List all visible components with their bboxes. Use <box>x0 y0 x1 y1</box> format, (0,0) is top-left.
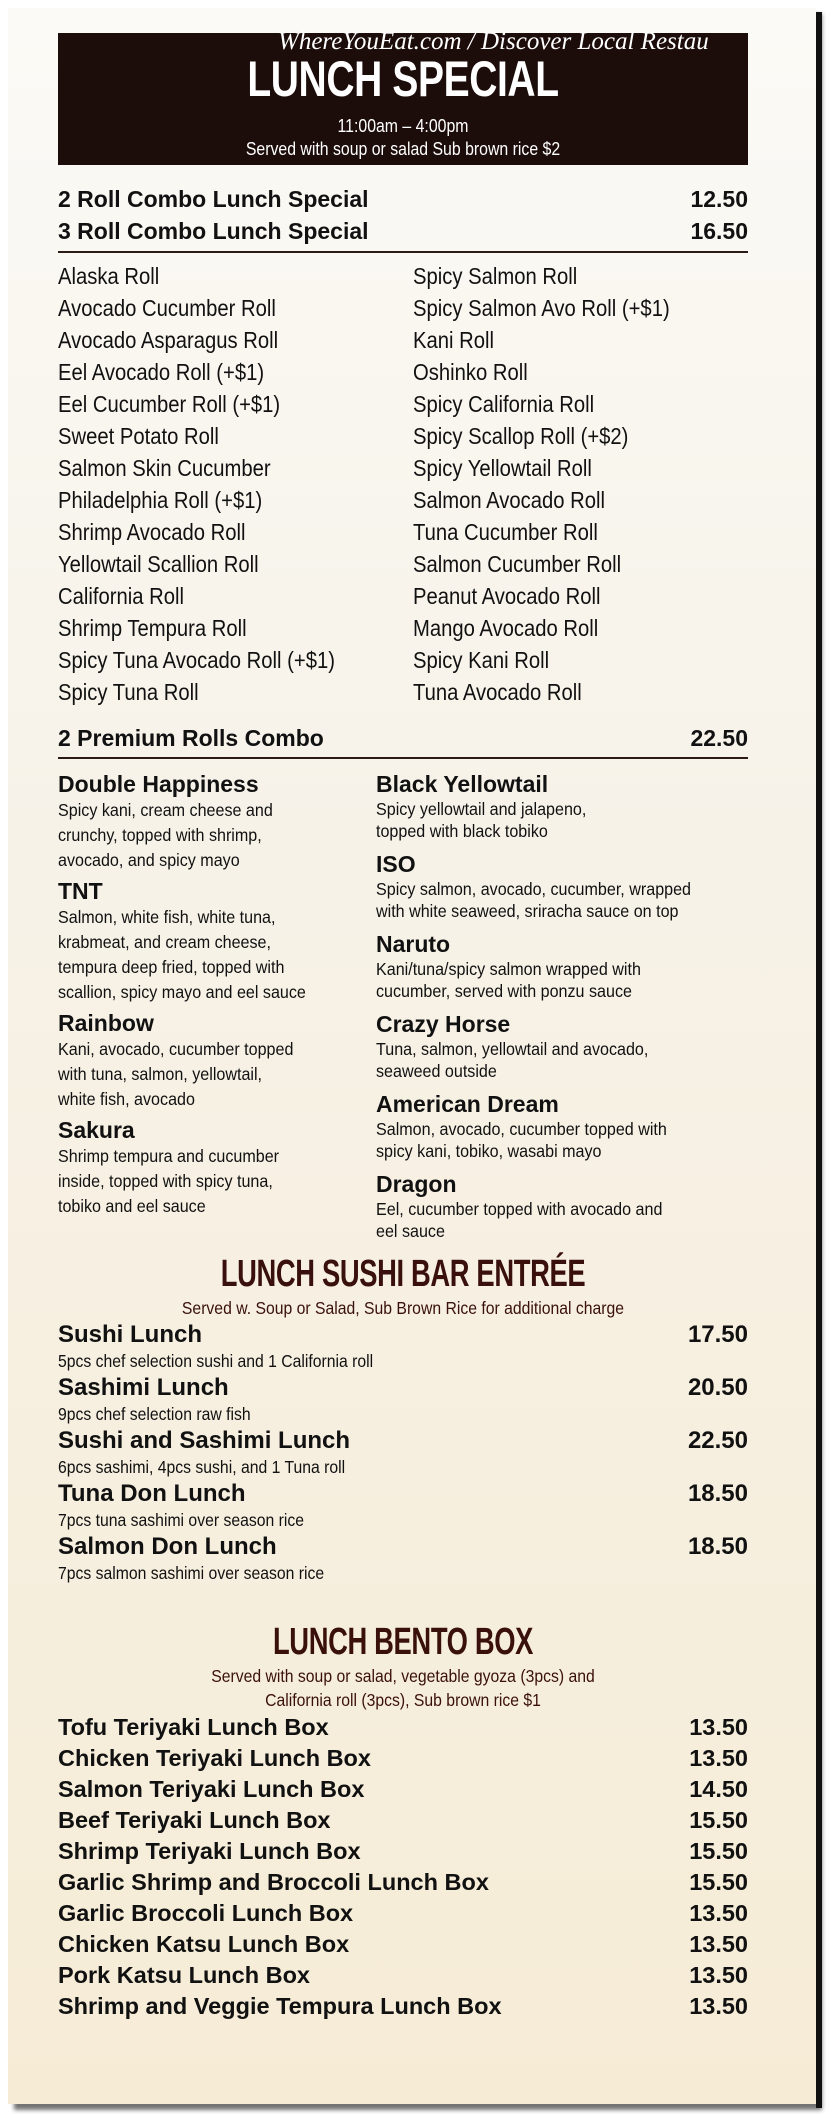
premium-roll-desc: Spicy salmon, avocado, cucumber, wrapped <box>376 879 692 899</box>
bento-section <box>58 1620 748 2022</box>
premium-roll-name: Sakura <box>58 1117 135 1143</box>
item-price: 13.50 <box>689 1900 748 1926</box>
item-price: 14.50 <box>689 1776 748 1802</box>
sushi-item <box>58 1532 748 1585</box>
sushi-bar-section <box>58 1252 748 1585</box>
premium-roll <box>376 930 748 1002</box>
roll-item: Spicy Tuna Roll <box>58 679 199 705</box>
bento-list <box>58 1712 748 2022</box>
premium-roll-list <box>58 770 748 1250</box>
premium-roll-desc: avocado, and spicy mayo <box>58 850 240 870</box>
bento-item <box>58 1836 748 1867</box>
sushi-item <box>58 1426 748 1479</box>
roll-item: Avocado Asparagus Roll <box>58 327 279 353</box>
premium-roll-desc: cucumber, served with ponzu sauce <box>376 981 632 1001</box>
bento-item <box>58 1712 748 1743</box>
combo-name: 3 Roll Combo Lunch Special <box>58 218 369 244</box>
banner-hours: 11:00am – 4:00pm <box>337 116 469 136</box>
item-name: Sushi Lunch <box>58 1321 202 1348</box>
sushi-item <box>58 1373 748 1426</box>
item-price: 22.50 <box>687 1427 748 1454</box>
item-name: Pork Katsu Lunch Box <box>58 1962 311 1988</box>
premium-roll <box>376 850 748 922</box>
item-name: Beef Teriyaki Lunch Box <box>58 1807 331 1833</box>
section-subtitle: Served w. Soup or Salad, Sub Brown Rice for additional charge <box>181 1298 625 1318</box>
item-name: Chicken Teriyaki Lunch Box <box>58 1745 371 1771</box>
premium-roll-desc: seaweed outside <box>376 1061 497 1081</box>
bento-item <box>58 1805 748 1836</box>
premium-combo-name: 2 Premium Rolls Combo <box>58 725 324 751</box>
premium-combo-header <box>58 722 748 759</box>
premium-roll <box>376 1170 748 1242</box>
item-price: 15.50 <box>689 1807 748 1833</box>
roll-item: Spicy Yellowtail Roll <box>413 455 592 481</box>
premium-roll-desc: tempura deep fried, topped with <box>58 957 285 977</box>
sushi-item <box>58 1479 748 1532</box>
item-name: Tofu Teriyaki Lunch Box <box>58 1714 329 1740</box>
item-price: 13.50 <box>689 1745 748 1771</box>
premium-roll-name: American Dream <box>376 1091 559 1117</box>
item-desc: 9pcs chef selection raw fish <box>58 1404 251 1424</box>
premium-combo-row <box>58 722 748 754</box>
item-price: 13.50 <box>689 1714 748 1740</box>
premium-roll-desc: crunchy, topped with shrimp, <box>58 825 262 845</box>
roll-item: Spicy Kani Roll <box>413 647 550 673</box>
item-desc: 5pcs chef selection sushi and 1 California roll <box>58 1351 374 1371</box>
premium-roll-desc: white fish, avocado <box>58 1089 195 1109</box>
premium-roll-desc: with tuna, salmon, yellowtail, <box>58 1064 263 1084</box>
section-title: LUNCH BENTO BOX <box>272 1621 534 1663</box>
roll-item: Spicy Scallop Roll (+$2) <box>413 423 629 449</box>
item-name: Shrimp Teriyaki Lunch Box <box>58 1838 361 1864</box>
roll-item: Oshinko Roll <box>413 359 528 385</box>
bento-item <box>58 1960 748 1991</box>
roll-item: California Roll <box>58 583 184 609</box>
bento-item <box>58 1898 748 1929</box>
item-price: 13.50 <box>689 1962 748 1988</box>
premium-roll <box>58 877 376 1005</box>
premium-roll-desc: spicy kani, tobiko, wasabi mayo <box>376 1141 602 1161</box>
section-subtitle: Served with soup or salad, vegetable gyoza (3pcs) and <box>211 1666 595 1686</box>
roll-item: Yellowtail Scallion Roll <box>58 551 259 577</box>
premium-roll <box>376 770 748 842</box>
section-subtitle: California roll (3pcs), Sub brown rice $1 <box>265 1690 541 1710</box>
roll-item: Tuna Cucumber Roll <box>413 519 598 545</box>
roll-item: Shrimp Avocado Roll <box>58 519 246 545</box>
roll-list <box>58 260 748 708</box>
section-title: LUNCH SUSHI BAR ENTRÉE <box>220 1253 586 1295</box>
item-price: 15.50 <box>689 1869 748 1895</box>
item-desc: 7pcs tuna sashimi over season rice <box>58 1510 304 1530</box>
roll-item: Peanut Avocado Roll <box>413 583 601 609</box>
premium-roll-name: Rainbow <box>58 1010 154 1036</box>
premium-roll <box>58 1116 376 1219</box>
combo-section <box>58 183 748 253</box>
banner-note: Served with soup or salad Sub brown rice $2 <box>245 139 561 159</box>
premium-roll-desc: scallion, spicy mayo and eel sauce <box>58 982 306 1002</box>
item-name: Tuna Don Lunch <box>58 1480 246 1507</box>
premium-roll-name: TNT <box>58 878 103 904</box>
premium-roll <box>58 1009 376 1112</box>
premium-column-right <box>376 770 748 1250</box>
combo-price: 16.50 <box>690 218 748 244</box>
roll-item: Philadelphia Roll (+$1) <box>58 487 263 513</box>
roll-item: Mango Avocado Roll <box>413 615 599 641</box>
premium-roll-desc: Salmon, avocado, cucumber topped with <box>376 1119 667 1139</box>
roll-item: Shrimp Tempura Roll <box>58 615 247 641</box>
premium-roll-desc: Spicy kani, cream cheese and <box>58 800 273 820</box>
item-name: Salmon Teriyaki Lunch Box <box>58 1776 365 1802</box>
premium-roll-desc: topped with black tobiko <box>376 821 548 841</box>
premium-column-left <box>58 770 376 1250</box>
item-price: 18.50 <box>687 1480 748 1507</box>
premium-roll-desc: Kani, avocado, cucumber topped <box>58 1039 294 1059</box>
roll-column-right <box>413 260 705 708</box>
item-price: 15.50 <box>689 1838 748 1864</box>
premium-roll <box>376 1010 748 1082</box>
divider <box>58 251 748 253</box>
premium-roll-desc: with white seaweed, sriracha sauce on top <box>376 901 679 921</box>
premium-roll-desc: Salmon, white fish, white tuna, <box>58 907 276 927</box>
roll-item: Eel Avocado Roll (+$1) <box>58 359 265 385</box>
premium-roll-desc: tobiko and eel sauce <box>58 1196 206 1216</box>
premium-roll <box>58 770 376 873</box>
premium-roll-desc: inside, topped with spicy tuna, <box>58 1171 273 1191</box>
premium-roll-desc: Shrimp tempura and cucumber <box>58 1146 280 1166</box>
roll-item: Salmon Cucumber Roll <box>413 551 622 577</box>
combo-row <box>58 183 748 215</box>
item-name: Garlic Shrimp and Broccoli Lunch Box <box>58 1869 489 1895</box>
roll-item: Tuna Avocado Roll <box>413 679 582 705</box>
roll-item: Spicy Salmon Avo Roll (+$1) <box>413 295 670 321</box>
bento-item <box>58 1929 748 1960</box>
sushi-item <box>58 1320 748 1373</box>
item-name: Sashimi Lunch <box>58 1374 229 1401</box>
combo-price: 12.50 <box>690 186 748 212</box>
premium-roll-name: Black Yellowtail <box>376 771 549 797</box>
item-price: 17.50 <box>687 1321 748 1348</box>
premium-roll-desc: krabmeat, and cream cheese, <box>58 932 271 952</box>
roll-item: Sweet Potato Roll <box>58 423 219 449</box>
bento-item <box>58 1774 748 1805</box>
premium-roll-desc: eel sauce <box>376 1221 445 1241</box>
divider <box>58 757 748 759</box>
premium-combo-price: 22.50 <box>690 725 748 751</box>
premium-roll-name: Crazy Horse <box>376 1011 511 1037</box>
bento-item <box>58 1991 748 2022</box>
combo-row <box>58 215 748 247</box>
premium-roll-desc: Kani/tuna/spicy salmon wrapped with <box>376 959 641 979</box>
item-price: 13.50 <box>689 1931 748 1957</box>
bento-item <box>58 1867 748 1898</box>
roll-item: Spicy California Roll <box>413 391 595 417</box>
roll-item: Eel Cucumber Roll (+$1) <box>58 391 281 417</box>
roll-column-left <box>58 260 413 708</box>
watermark-text: WhereYouEat.com / Discover Local Restau <box>278 28 709 55</box>
item-name: Chicken Katsu Lunch Box <box>58 1931 350 1957</box>
item-price: 18.50 <box>687 1533 748 1560</box>
premium-roll <box>376 1090 748 1162</box>
item-name: Salmon Don Lunch <box>58 1533 277 1560</box>
item-price: 20.50 <box>687 1374 748 1401</box>
item-name: Sushi and Sashimi Lunch <box>58 1427 351 1454</box>
premium-roll-desc: Spicy yellowtail and jalapeno, <box>376 799 587 819</box>
premium-roll-name: ISO <box>376 851 416 877</box>
combo-name: 2 Roll Combo Lunch Special <box>58 186 369 212</box>
banner-title: LUNCH SPECIAL <box>247 51 559 107</box>
bento-item <box>58 1743 748 1774</box>
roll-item: Salmon Avocado Roll <box>413 487 606 513</box>
item-desc: 7pcs salmon sashimi over season rice <box>58 1563 325 1583</box>
premium-roll-name: Double Happiness <box>58 771 259 797</box>
item-desc: 6pcs sashimi, 4pcs sushi, and 1 Tuna roll <box>58 1457 346 1477</box>
roll-item: Salmon Skin Cucumber <box>58 455 271 481</box>
roll-item: Spicy Salmon Roll <box>413 263 578 289</box>
item-name: Shrimp and Veggie Tempura Lunch Box <box>58 1993 502 2019</box>
premium-roll-desc: Eel, cucumber topped with avocado and <box>376 1199 663 1219</box>
roll-item: Spicy Tuna Avocado Roll (+$1) <box>58 647 335 673</box>
roll-item: Kani Roll <box>413 327 495 353</box>
premium-roll-name: Dragon <box>376 1171 457 1197</box>
roll-item: Avocado Cucumber Roll <box>58 295 276 321</box>
roll-item: Alaska Roll <box>58 263 160 289</box>
premium-roll-name: Naruto <box>376 931 451 957</box>
item-price: 13.50 <box>689 1993 748 2019</box>
premium-roll-desc: Tuna, salmon, yellowtail and avocado, <box>376 1039 649 1059</box>
item-name: Garlic Broccoli Lunch Box <box>58 1900 354 1926</box>
